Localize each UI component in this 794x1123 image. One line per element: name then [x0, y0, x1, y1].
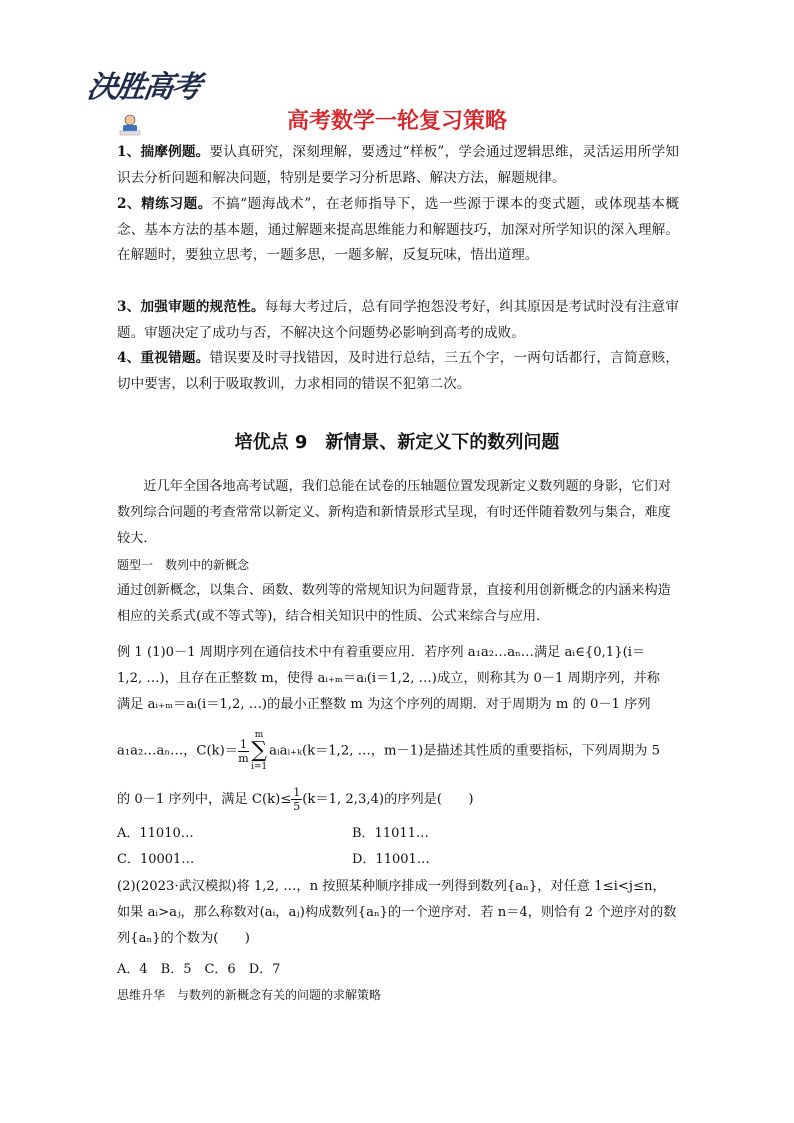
- example1-line1: 例 1 (1)0－1 周期序列在通信技术中有着重要应用．若序列 a₁a₂…aₙ…满足 aᵢ∈{0,1}(i＝: [117, 645, 646, 660]
- fraction-1-over-5: $\frac{1}{5}$: [293, 786, 301, 813]
- example1-line2: 1,2, …)，且存在正整数 m，使得 aᵢ₊ₘ＝aᵢ(i＝1,2, …)成立，则称其为 0－1 周期序列，并称: [117, 671, 660, 686]
- section-title: 培优点 9 新情景、新定义下的数列问题: [234, 432, 560, 453]
- strategy-2: 2、精练习题。不搞“题海战术”，在老师指导下，选一些源于课本的变式题，或体现基本概念、基本方法的基本题，通过解题来提高思维能力和解题技巧，加深对所学知识的深入理解。在解题时，要独立思考，一题多思，一题多解，反复玩味，悟出道理。: [117, 196, 679, 264]
- thinking-label: 思维升华 与数列的新概念有关的问题的求解策略: [117, 988, 382, 1002]
- type1-desc: 通过创新概念，以集合、函数、数列等的常规知识为问题背景，直接利用创新概念的内涵来构造相应的关系式(或不等式等)，结合相关知识中的性质、公式来综合与应用．: [117, 583, 671, 624]
- section-intro: 近几年全国各地高考试题，我们总能在试卷的压轴题位置发现新定义数列题的身影，它们对数列综合问题的考查常常以新定义、新构造和新情景形式呈现，有时还伴随着数列与集合，难度较大．: [117, 479, 671, 546]
- example1-line4: a₁a₂…aₙ…，C(k)＝ $\frac{1}{m}$ m ∑ i=1aᵢaᵢ₊ₖ(k＝1,2, …，m－1)是描述其性质的重要指标，下列周期为 5: [117, 730, 661, 772]
- option-d: D．11001…: [352, 852, 430, 867]
- example2-line3: 列{aₙ}的个数为( ): [117, 931, 250, 946]
- option-a: A．11010…: [117, 826, 194, 841]
- strategy-3: 3、加强审题的规范性。每每大考过后，总有同学抱怨没考好，纠其原因是考试时没有注意审题。审题决定了成功与否，不解决这个问题势必影响到高考的成败。: [117, 299, 679, 341]
- example2-options: A．4 B．5 C．6 D．7: [117, 962, 281, 977]
- example2-line2: 如果 aᵢ>aⱼ，那么称数对(aᵢ，aⱼ)构成数列{aₙ}的一个逆序对．若 n＝4，则恰有 2 个逆序对的数: [117, 905, 677, 920]
- strategy-4: 4、重视错题。错误要及时寻找错因，及时进行总结，三五个字，一两句话都行，言简意赅，切中要害，以利于吸取教训，力求相同的错误不犯第二次。: [117, 350, 679, 392]
- page-title: 高考数学一轮复习策略: [286, 109, 507, 134]
- example1-line5: 的 0－1 序列中，满足 C(k)≤ $\frac{1}{5}$ (k＝1, 2,3,4)的序列是( ): [117, 786, 474, 813]
- type1-label: 题型一 数列中的新概念: [117, 558, 250, 572]
- option-c: C．10001…: [117, 852, 195, 867]
- sum-symbol: m ∑ i=1: [251, 730, 268, 772]
- logo-text: 決胜高考: [85, 70, 202, 105]
- fraction-1-over-m: $\frac{1}{m}$: [238, 737, 249, 765]
- example1-line3: 满足 aᵢ₊ₘ＝aᵢ(i＝1,2, …)的最小正整数 m 为这个序列的周期．对于周期为 m 的 0－1 序列: [117, 697, 651, 712]
- example2-line1: (2)(2023·武汉模拟)将 1,2, …，n 按照某种顺序排成一列得到数列{aₙ}，对任意 1≤i<j≤n，: [117, 879, 666, 894]
- strategy-1: 1、揣摩例题。要认真研究，深刻理解，要透过“样板”，学会通过逻辑思维，灵活运用所学知识去分析问题和解决问题，特别是要学习分析思路、解决方法，解题规律。: [117, 144, 679, 186]
- option-b: B．11011…: [352, 826, 429, 841]
